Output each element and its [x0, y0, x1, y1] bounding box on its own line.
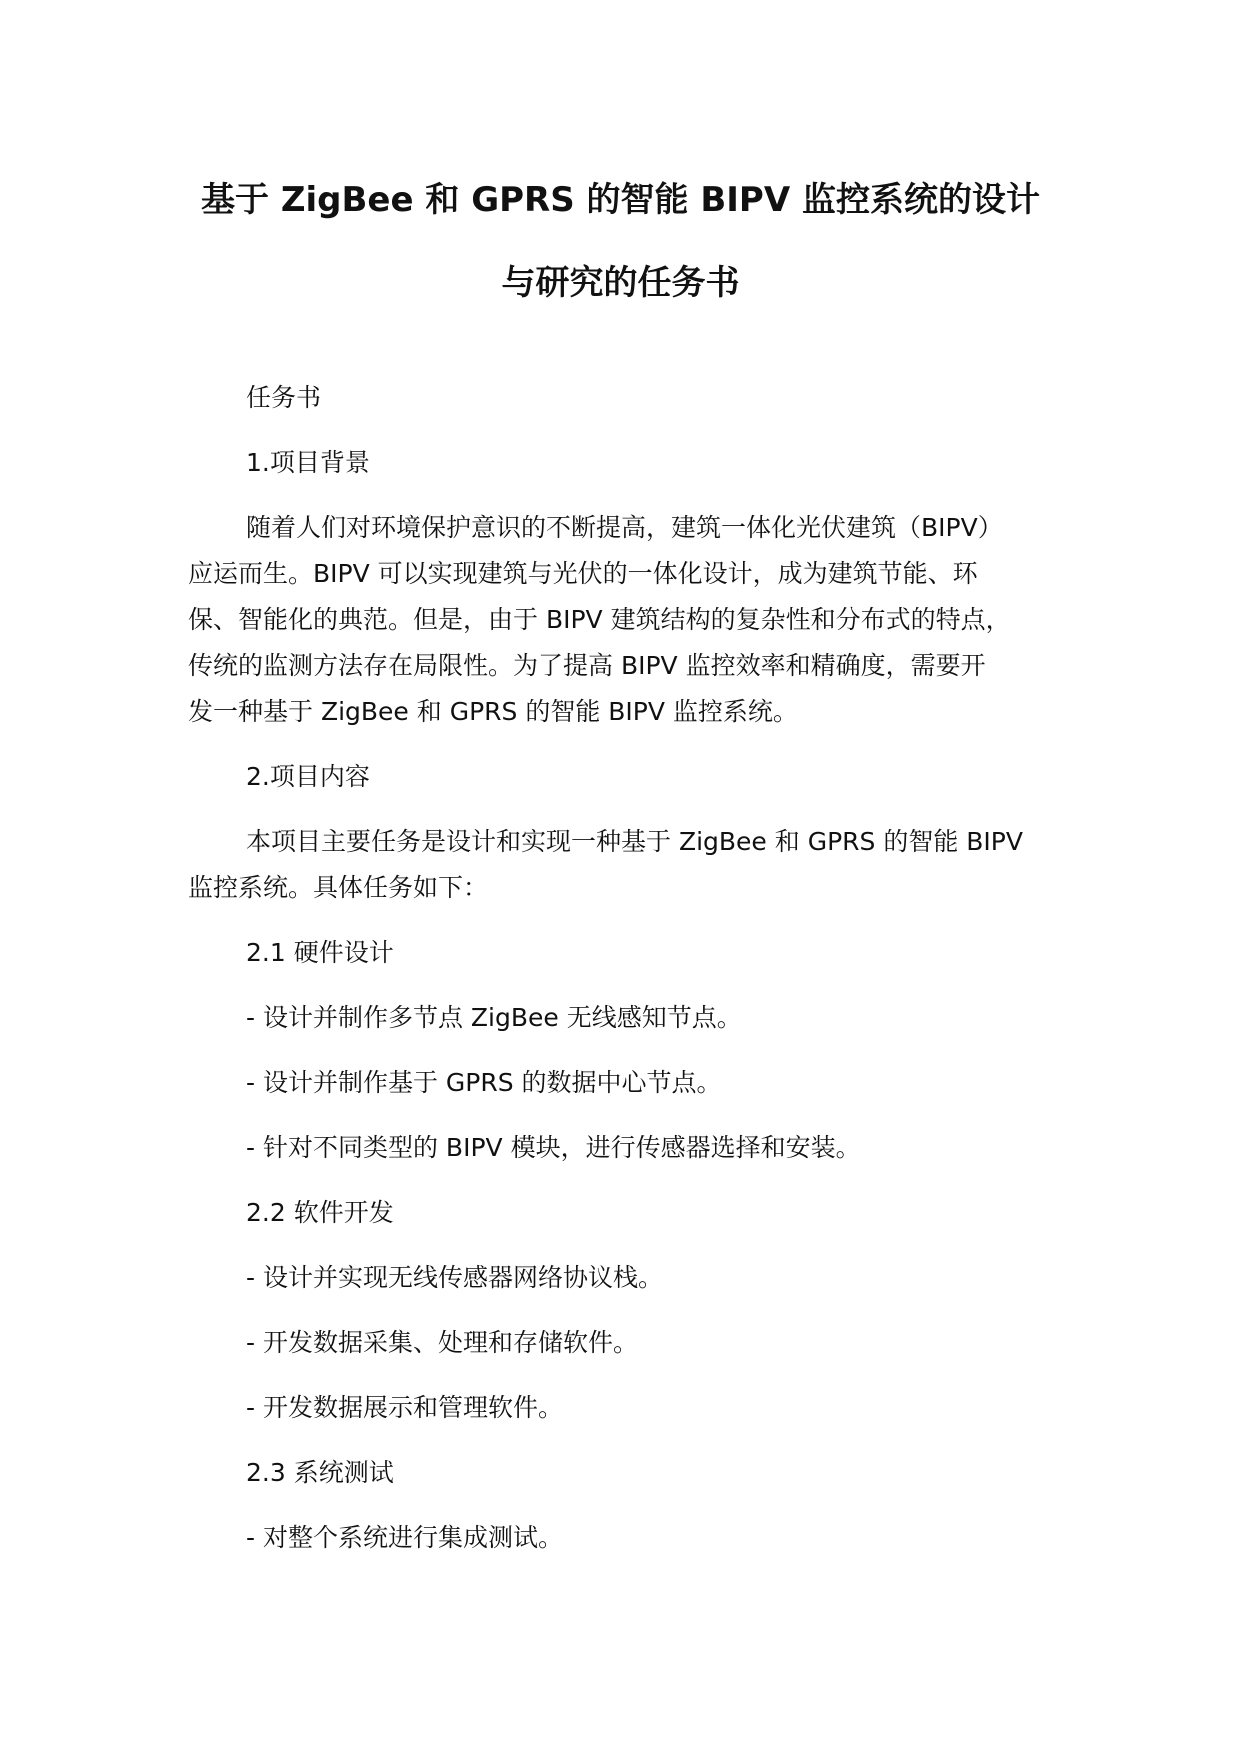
document-title-line-1: 基于 ZigBee 和 GPRS 的智能 BIPV 监控系统的设计 — [201, 180, 1040, 220]
list-item: - 设计并制作基于 GPRS 的数据中心节点。 — [246, 1068, 722, 1097]
section-heading-content: 2.项目内容 — [246, 762, 370, 791]
paragraph-line: 随着人们对环境保护意识的不断提高，建筑一体化光伏建筑（BIPV） — [246, 513, 1003, 542]
subsection-heading-software: 2.2 软件开发 — [246, 1198, 394, 1227]
paragraph-line: 本项目主要任务是设计和实现一种基于 ZigBee 和 GPRS 的智能 BIPV — [246, 827, 1023, 856]
section-heading-task-book: 任务书 — [246, 383, 322, 412]
subsection-heading-hardware: 2.1 硬件设计 — [246, 938, 394, 967]
paragraph-line: 传统的监测方法存在局限性。为了提高 BIPV 监控效率和精确度，需要开 — [188, 651, 986, 680]
list-item: - 设计并实现无线传感器网络协议栈。 — [246, 1263, 663, 1292]
list-item: - 开发数据展示和管理软件。 — [246, 1393, 563, 1422]
document-title-line-2: 与研究的任务书 — [501, 263, 740, 303]
list-item: - 开发数据采集、处理和存储软件。 — [246, 1328, 638, 1357]
paragraph-line: 应运而生。BIPV 可以实现建筑与光伏的一体化设计，成为建筑节能、环 — [188, 559, 978, 588]
subsection-heading-testing: 2.3 系统测试 — [246, 1458, 394, 1487]
section-heading-background: 1.项目背景 — [246, 448, 370, 477]
list-item: - 设计并制作多节点 ZigBee 无线感知节点。 — [246, 1003, 742, 1032]
list-item: - 对整个系统进行集成测试。 — [246, 1523, 563, 1552]
paragraph-line: 监控系统。具体任务如下： — [188, 873, 489, 902]
paragraph-line: 保、智能化的典范。但是，由于 BIPV 建筑结构的复杂性和分布式的特点， — [188, 605, 1011, 634]
paragraph-line: 发一种基于 ZigBee 和 GPRS 的智能 BIPV 监控系统。 — [188, 697, 798, 726]
list-item: - 针对不同类型的 BIPV 模块，进行传感器选择和安装。 — [246, 1133, 861, 1162]
